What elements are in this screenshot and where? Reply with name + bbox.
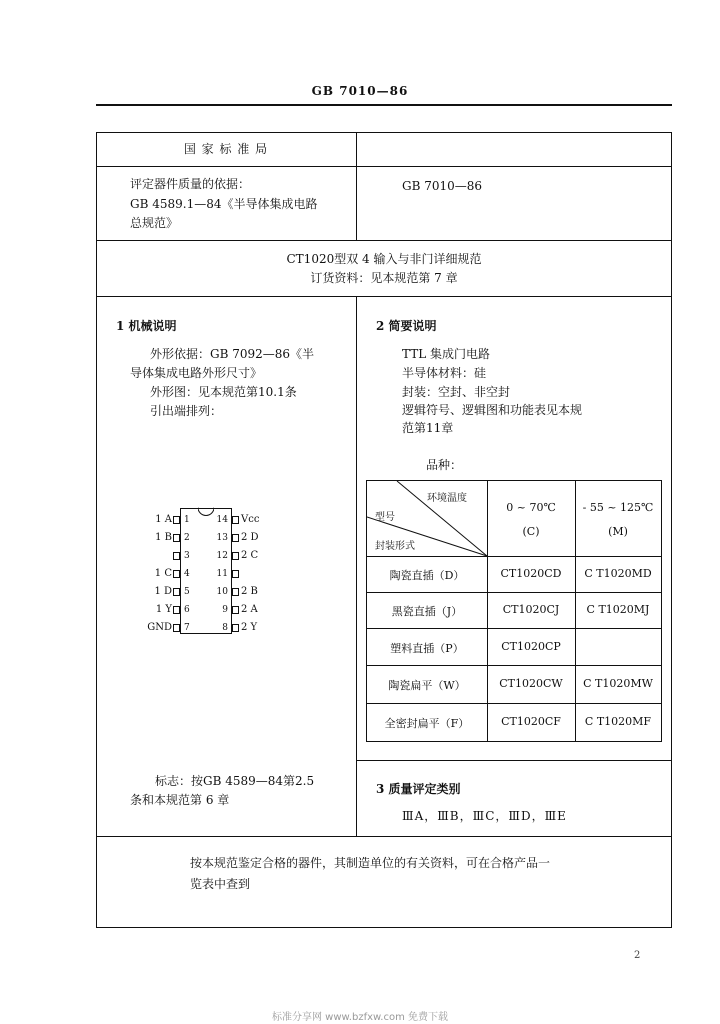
pin-left-label: 1 Y (155, 604, 172, 615)
pin-right-lead (232, 516, 239, 524)
rule-section3 (356, 760, 672, 761)
rule-note (96, 836, 672, 837)
divider-body (356, 296, 357, 836)
standard-number-header: GB 7010—86 (311, 84, 409, 98)
section1-outline-basis: 外形依据：GB 7092—86《半 (150, 347, 315, 361)
pin-right-lead (232, 588, 239, 596)
pin-left-label: GND (147, 622, 172, 633)
corner-type: 型号 (375, 512, 395, 523)
commercial-model-cell: CT1020CW (499, 677, 563, 690)
corner-package: 封装形式 (375, 541, 415, 552)
pin-right-lead (232, 570, 239, 578)
pin-left-number: 5 (184, 587, 190, 597)
package-form-cell: 陶瓷直插（D） (389, 569, 465, 582)
pin-left-label: 1 B (155, 532, 172, 543)
section2-heading: 2 简要说明 (376, 319, 437, 333)
pin-left-lead (173, 606, 180, 614)
section3-heading: 3 质量评定类别 (376, 782, 461, 796)
section1-outline-drawing: 外形图：见本规范第10.1条 (150, 385, 297, 399)
section2-circuit-type: TTL 集成门电路 (402, 347, 491, 361)
package-form-cell: 塑料直插（P） (390, 642, 464, 655)
note-line2: 览表中查到 (190, 877, 251, 891)
organization-name: 国 家 标 准 局 (183, 142, 269, 156)
section1-marking: 标志：按GB 4589—84第2.5 (155, 774, 315, 788)
military-model-cell: C T1020MW (583, 677, 653, 690)
pin-right-label: 2 A (241, 604, 258, 615)
col1-code: (C) (522, 525, 540, 538)
basis-line2: 总规范》 (130, 216, 179, 230)
pin-right-number: 12 (216, 551, 228, 561)
pin-left-number: 3 (184, 551, 190, 561)
military-model-cell: C T1020MD (584, 567, 652, 580)
pin-right-label: Vcc (241, 514, 260, 525)
variety-label: 品种： (426, 458, 463, 472)
package-form-cell: 黑瓷直插（J） (391, 605, 463, 618)
pin-right-lead (232, 534, 239, 542)
pin-left-lead (173, 588, 180, 596)
section2-logic-ref: 逻辑符号、逻辑图和功能表见本规 (402, 403, 583, 417)
section3-categories: ⅢA，ⅢB，ⅢC，ⅢD，ⅢE (402, 809, 567, 823)
pin-left-number: 4 (184, 569, 190, 579)
commercial-model-cell: CT1020CD (500, 567, 562, 580)
pin-left-lead (173, 570, 180, 578)
pin-left-number: 6 (184, 605, 190, 615)
section1-outline-basis-cont: 导体集成电路外形尺寸》 (130, 366, 263, 380)
pin-left-label: 1 A (155, 514, 172, 525)
pin-right-lead (232, 624, 239, 632)
note-line1: 按本规范鉴定合格的器件，其制造单位的有关资料，可在合格产品一 (190, 856, 551, 870)
section1-pin-arrangement: 引出端排列： (150, 404, 223, 418)
pin-right-label: 2 D (241, 532, 259, 543)
rule-row2 (96, 240, 672, 241)
basis-line1: GB 4589.1—84《半导体集成电路 (130, 197, 318, 211)
pin-left-number: 2 (184, 533, 190, 543)
col2-code: (M) (608, 525, 628, 538)
pin-right-number: 14 (216, 515, 228, 525)
pin-right-number: 11 (216, 569, 228, 579)
pin-left-lead (173, 516, 180, 524)
document-number: GB 7010—86 (402, 179, 483, 193)
divider-top (356, 132, 357, 240)
pin-right-lead (232, 552, 239, 560)
dip-notch (198, 507, 214, 516)
military-model-cell: C T1020MF (584, 715, 652, 728)
pin-left-lead (173, 534, 180, 542)
pin-right-label: 2 C (241, 550, 259, 561)
commercial-model-cell: CT1020CJ (502, 603, 560, 616)
header-rule (96, 104, 672, 106)
section1-marking-cont: 条和本规范第 6 章 (130, 793, 230, 807)
section2-material: 半导体材料：硅 (402, 366, 487, 380)
section2-logic-ref-cont: 范第11章 (402, 421, 454, 435)
pin-right-number: 13 (216, 533, 228, 543)
pin-left-lead (173, 624, 180, 632)
watermark-footer: 标准分享网 www.bzfxw.com 免费下载 (272, 1012, 448, 1023)
section1-heading: 1 机械说明 (116, 319, 177, 333)
pin-left-label: 1 C (154, 568, 172, 579)
col1-range: 0 ~ 70℃ (506, 501, 556, 514)
pin-left-number: 1 (184, 515, 190, 525)
pin-right-number: 9 (222, 605, 228, 615)
pin-left-number: 7 (184, 623, 190, 633)
pin-right-label: 2 Y (241, 622, 258, 633)
page-number: 2 (634, 950, 641, 961)
pin-left-label: 1 D (154, 586, 172, 597)
package-form-cell: 陶瓷扁平（W） (388, 679, 466, 692)
pin-right-number: 8 (222, 623, 228, 633)
variety-table (366, 480, 662, 742)
pin-right-lead (232, 606, 239, 614)
spec-title: CT1020型双 4 输入与非门详细规范 (286, 252, 482, 266)
order-info: 订货资料：见本规范第 7 章 (310, 271, 458, 285)
package-form-cell: 全密封扁平（F） (384, 717, 470, 730)
rule-row1 (96, 166, 672, 167)
commercial-model-cell: CT1020CF (501, 715, 561, 728)
section2-package: 封装：空封、非空封 (402, 385, 511, 399)
corner-env-temp: 环境温度 (427, 493, 467, 504)
commercial-model-cell: CT1020CP (501, 640, 561, 653)
col2-range: - 55 ~ 125℃ (582, 501, 654, 514)
military-model-cell: C T1020MJ (586, 603, 650, 616)
pin-left-lead (173, 552, 180, 560)
basis-title: 评定器件质量的依据： (130, 177, 251, 191)
rule-row3 (96, 296, 672, 297)
pin-right-number: 10 (216, 587, 228, 597)
pin-right-label: 2 B (241, 586, 258, 597)
